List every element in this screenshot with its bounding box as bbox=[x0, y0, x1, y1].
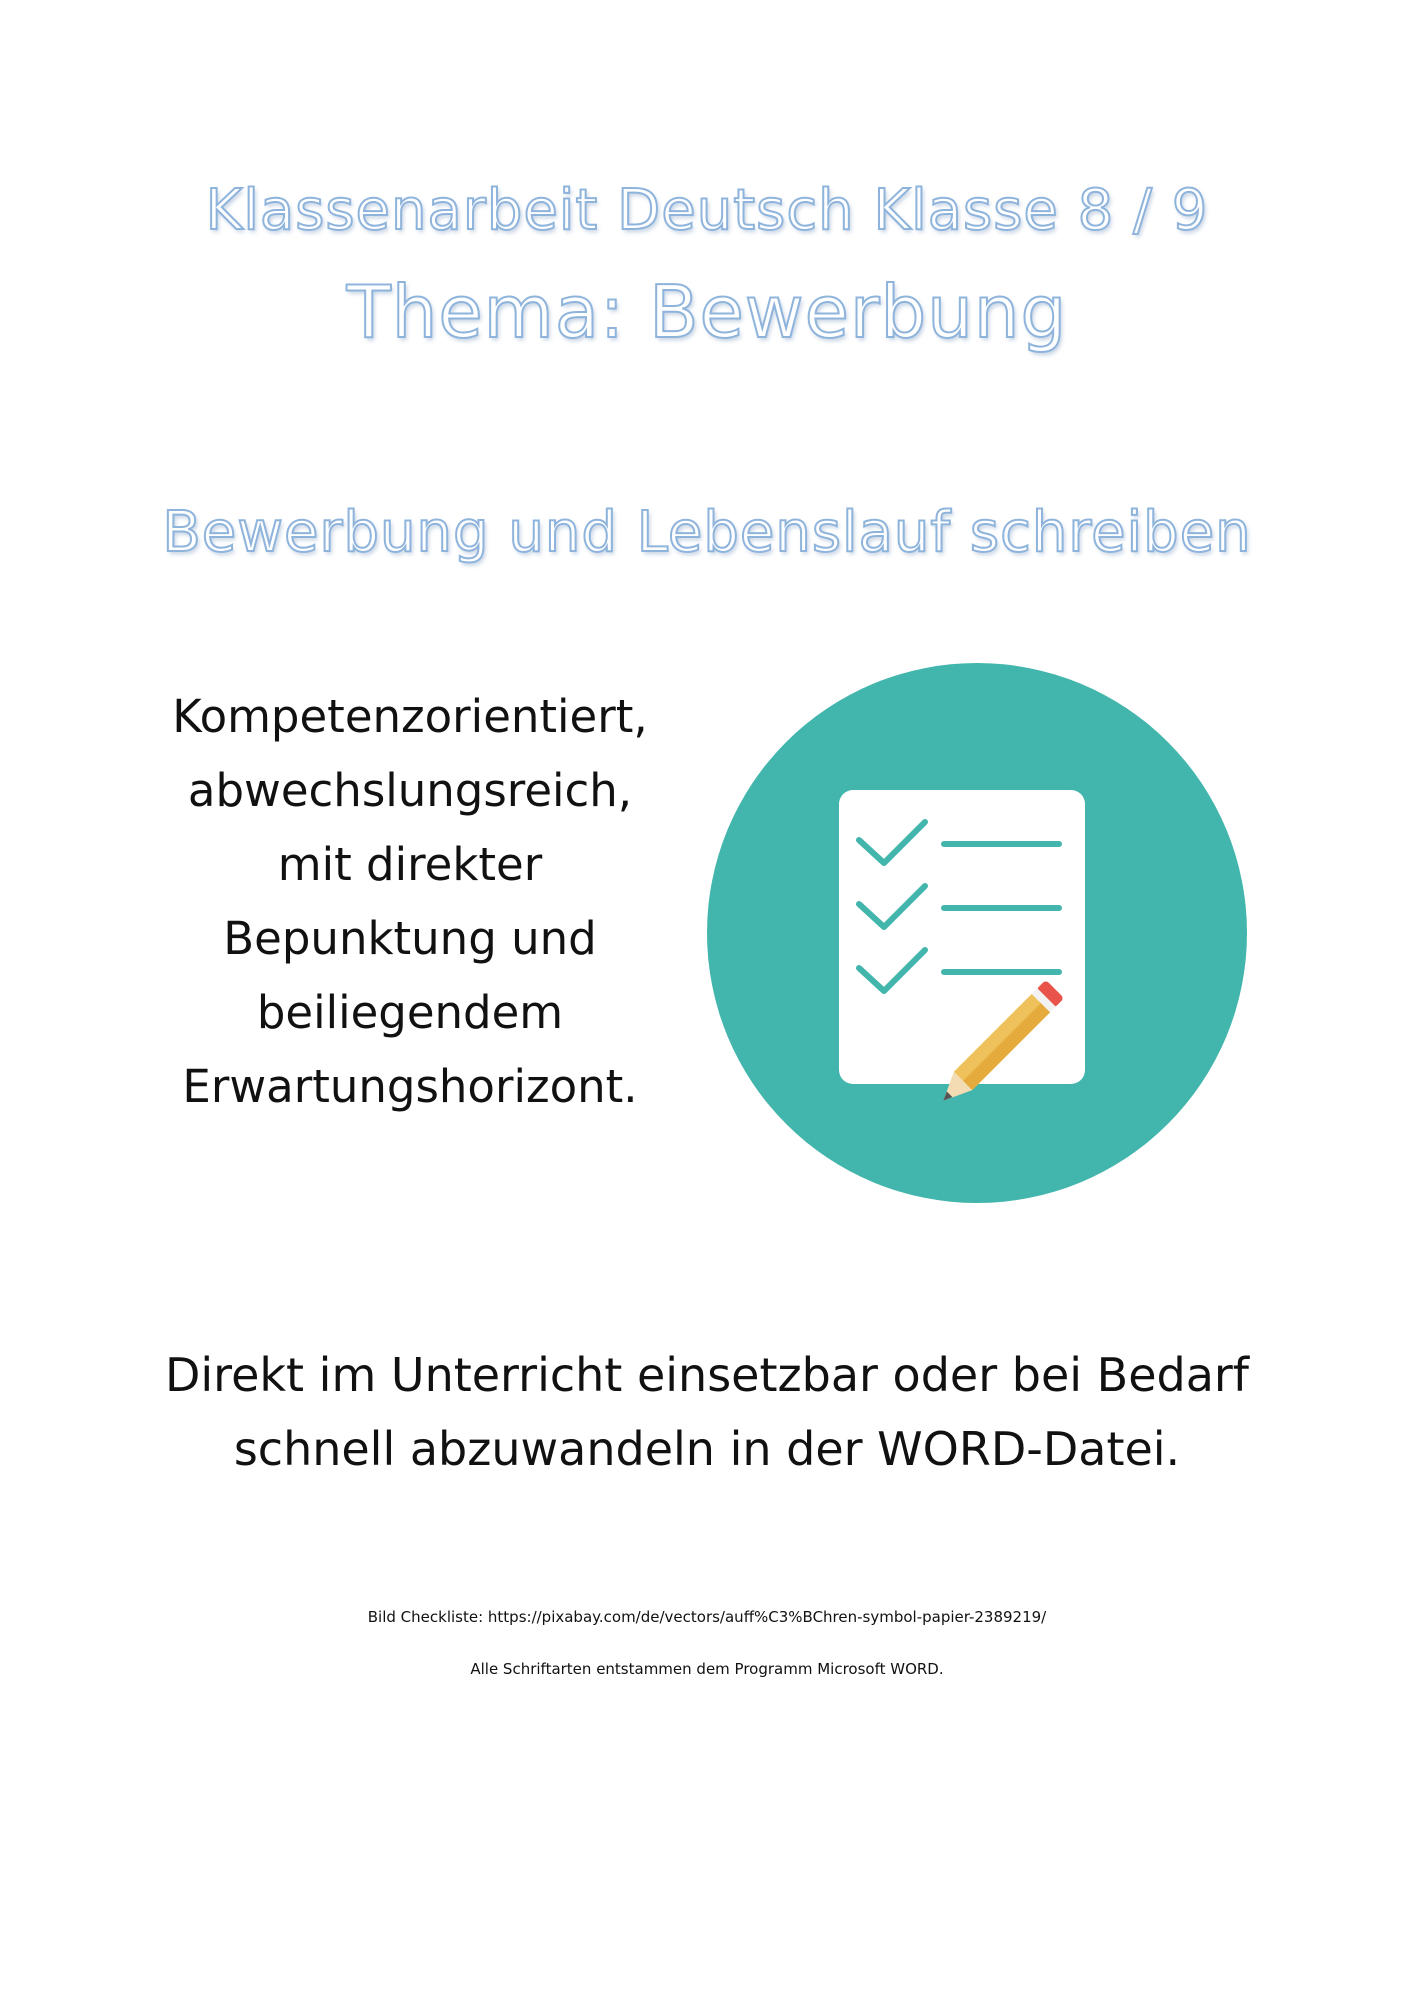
features-line: Erwartungshorizont. bbox=[182, 1060, 638, 1113]
image-credit: Bild Checkliste: https://pixabay.com/de/vectors/auff%C3%BChren-symbol-papier-2389219/ bbox=[367, 1608, 1047, 1626]
features-line: mit direkter bbox=[277, 838, 543, 891]
features-line: beiliegendem bbox=[256, 986, 564, 1039]
features-line: Kompetenzorientiert, bbox=[172, 690, 648, 743]
features-line: Bepunktung und bbox=[223, 912, 597, 965]
features-line: abwechslungsreich, bbox=[187, 764, 633, 817]
checklist-pencil-icon bbox=[707, 663, 1247, 1203]
checklist-paper bbox=[839, 790, 1085, 1084]
title-line-2: Thema: Bewerbung bbox=[346, 270, 1068, 354]
usage-line: schnell abzuwandeln in der WORD-Datei. bbox=[233, 1422, 1181, 1476]
fonts-note: Alle Schriftarten entstammen dem Programm Microsoft WORD. bbox=[470, 1660, 944, 1678]
features-text bbox=[130, 680, 690, 1124]
subtitle: Bewerbung und Lebenslauf schreiben bbox=[162, 500, 1252, 565]
usage-line: Direkt im Unterricht einsetzbar oder bei Bedarf bbox=[164, 1348, 1249, 1402]
title-line-1: Klassenarbeit Deutsch Klasse 8 / 9 bbox=[205, 178, 1209, 243]
usage-text bbox=[0, 1338, 1414, 1486]
